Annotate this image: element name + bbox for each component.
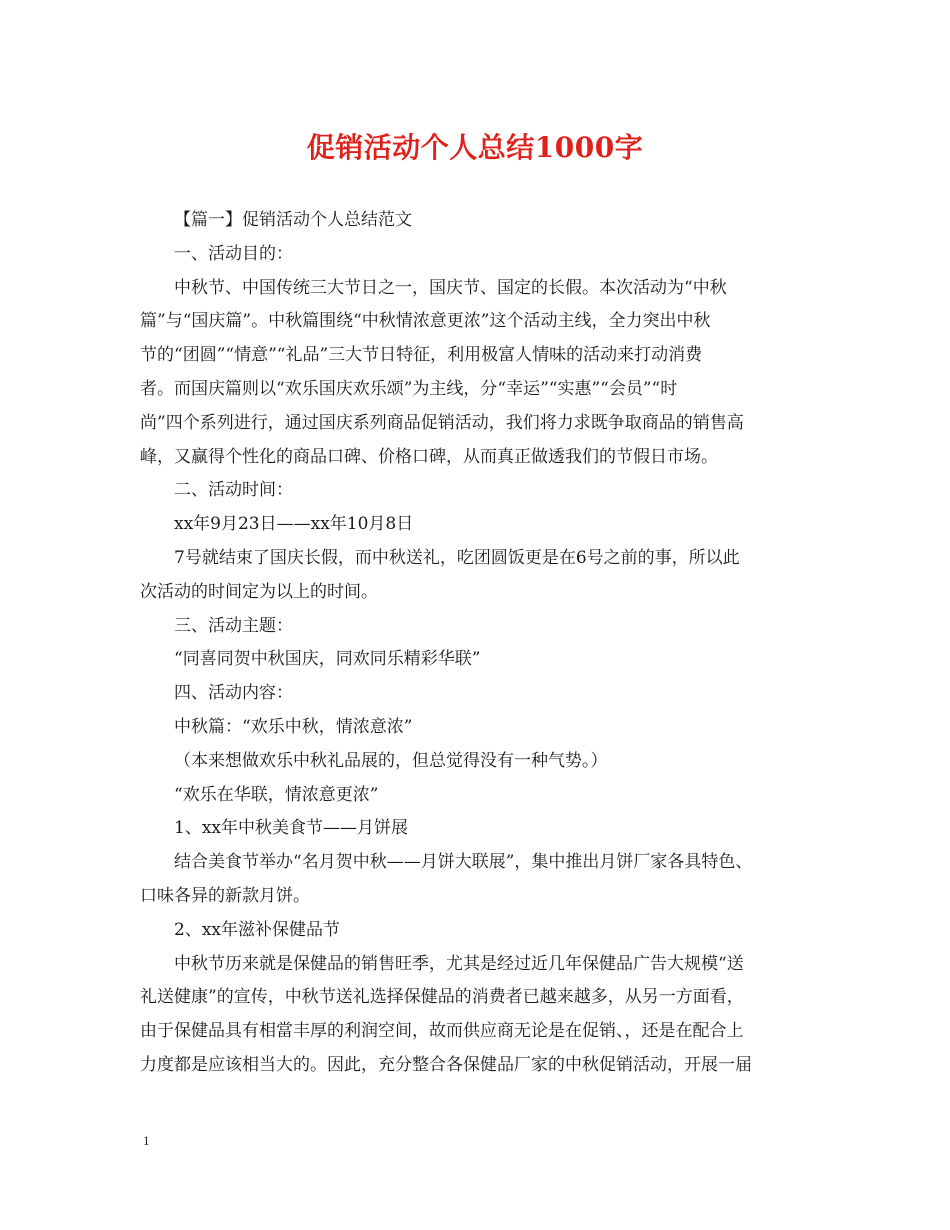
- body-line: 三、活动主题：: [174, 615, 293, 636]
- page-number: 1: [143, 1133, 150, 1148]
- body-line: 尚”四个系列进行，通过国庆系列商品促销活动，我们将力求既争取商品的销售高: [140, 412, 744, 433]
- body-line: 中秋节历来就是保健品的销售旺季，尤其是经过近几年保健品广告大规模“送: [174, 953, 744, 974]
- body-line: 篇”与“国庆篇”。中秋篇围绕“中秋情浓意更浓”这个活动主线，全力突出中秋: [140, 311, 711, 332]
- body-line: 由于保健品具有相當丰厚的利润空间，故而供应商无论是在促销、，还是在配合上: [140, 1021, 744, 1042]
- body-line: “同喜同贺中秋国庆，同欢同乐精彩华联”: [174, 649, 481, 670]
- document-body: [140, 204, 820, 1083]
- body-line: 口味各异的新款月饼。: [140, 885, 310, 906]
- body-line: 结合美食节举办“名月贺中秋——月饼大联展”，集中推出月饼厂家各具特色、: [174, 852, 753, 873]
- body-line: 中秋篇：“欢乐中秋，情浓意浓”: [174, 716, 413, 737]
- body-line: 1、xx年中秋美食节——月饼展: [174, 818, 408, 839]
- page-title: 促销活动个人总结1000字: [306, 131, 644, 164]
- body-line: 【篇一】促销活动个人总结范文: [174, 210, 412, 230]
- body-line: 者。而国庆篇则以“欢乐国庆欢乐颂”为主线，分“幸运”“实惠”“会员”“时: [140, 378, 678, 399]
- body-line: （本来想做欢乐中秋礼品展的，但总觉得没有一种气势。）: [174, 750, 608, 771]
- body-line: xx年9月23日——xx年10月8日: [174, 514, 414, 535]
- body-line: 四、活动内容：: [174, 683, 293, 704]
- body-line: 2、xx年滋补保健品节: [174, 919, 340, 940]
- body-line: 力度都是应该相当大的。因此，充分整合各保健品厂家的中秋促销活动，开展一届: [140, 1054, 752, 1075]
- body-line: 礼送健康”的宣传，中秋节送礼选择保健品的消费者已越来越多，从另一方面看，: [140, 987, 744, 1008]
- body-line: “欢乐在华联，情浓意更浓”: [174, 784, 379, 805]
- body-line: 次活动的时间定为以上的时间。: [140, 581, 378, 602]
- body-line: 一、活动目的：: [174, 243, 293, 264]
- body-line: 中秋节、中国传统三大节日之一，国庆节、国定的长假。本次活动为“中秋: [174, 277, 727, 298]
- body-line: 峰，又赢得个性化的商品口碑、价格口碑，从而真正做透我们的节假日市场。: [140, 446, 718, 467]
- body-line: 7号就结束了国庆长假，而中秋送礼，吃团圆饭更是在6号之前的事，所以此: [174, 547, 740, 568]
- body-line: 节的“团圆”“情意”“礼品”三大节日特征，利用极富人情味的活动来打动消费: [140, 345, 703, 366]
- body-line: 二、活动时间：: [174, 480, 293, 501]
